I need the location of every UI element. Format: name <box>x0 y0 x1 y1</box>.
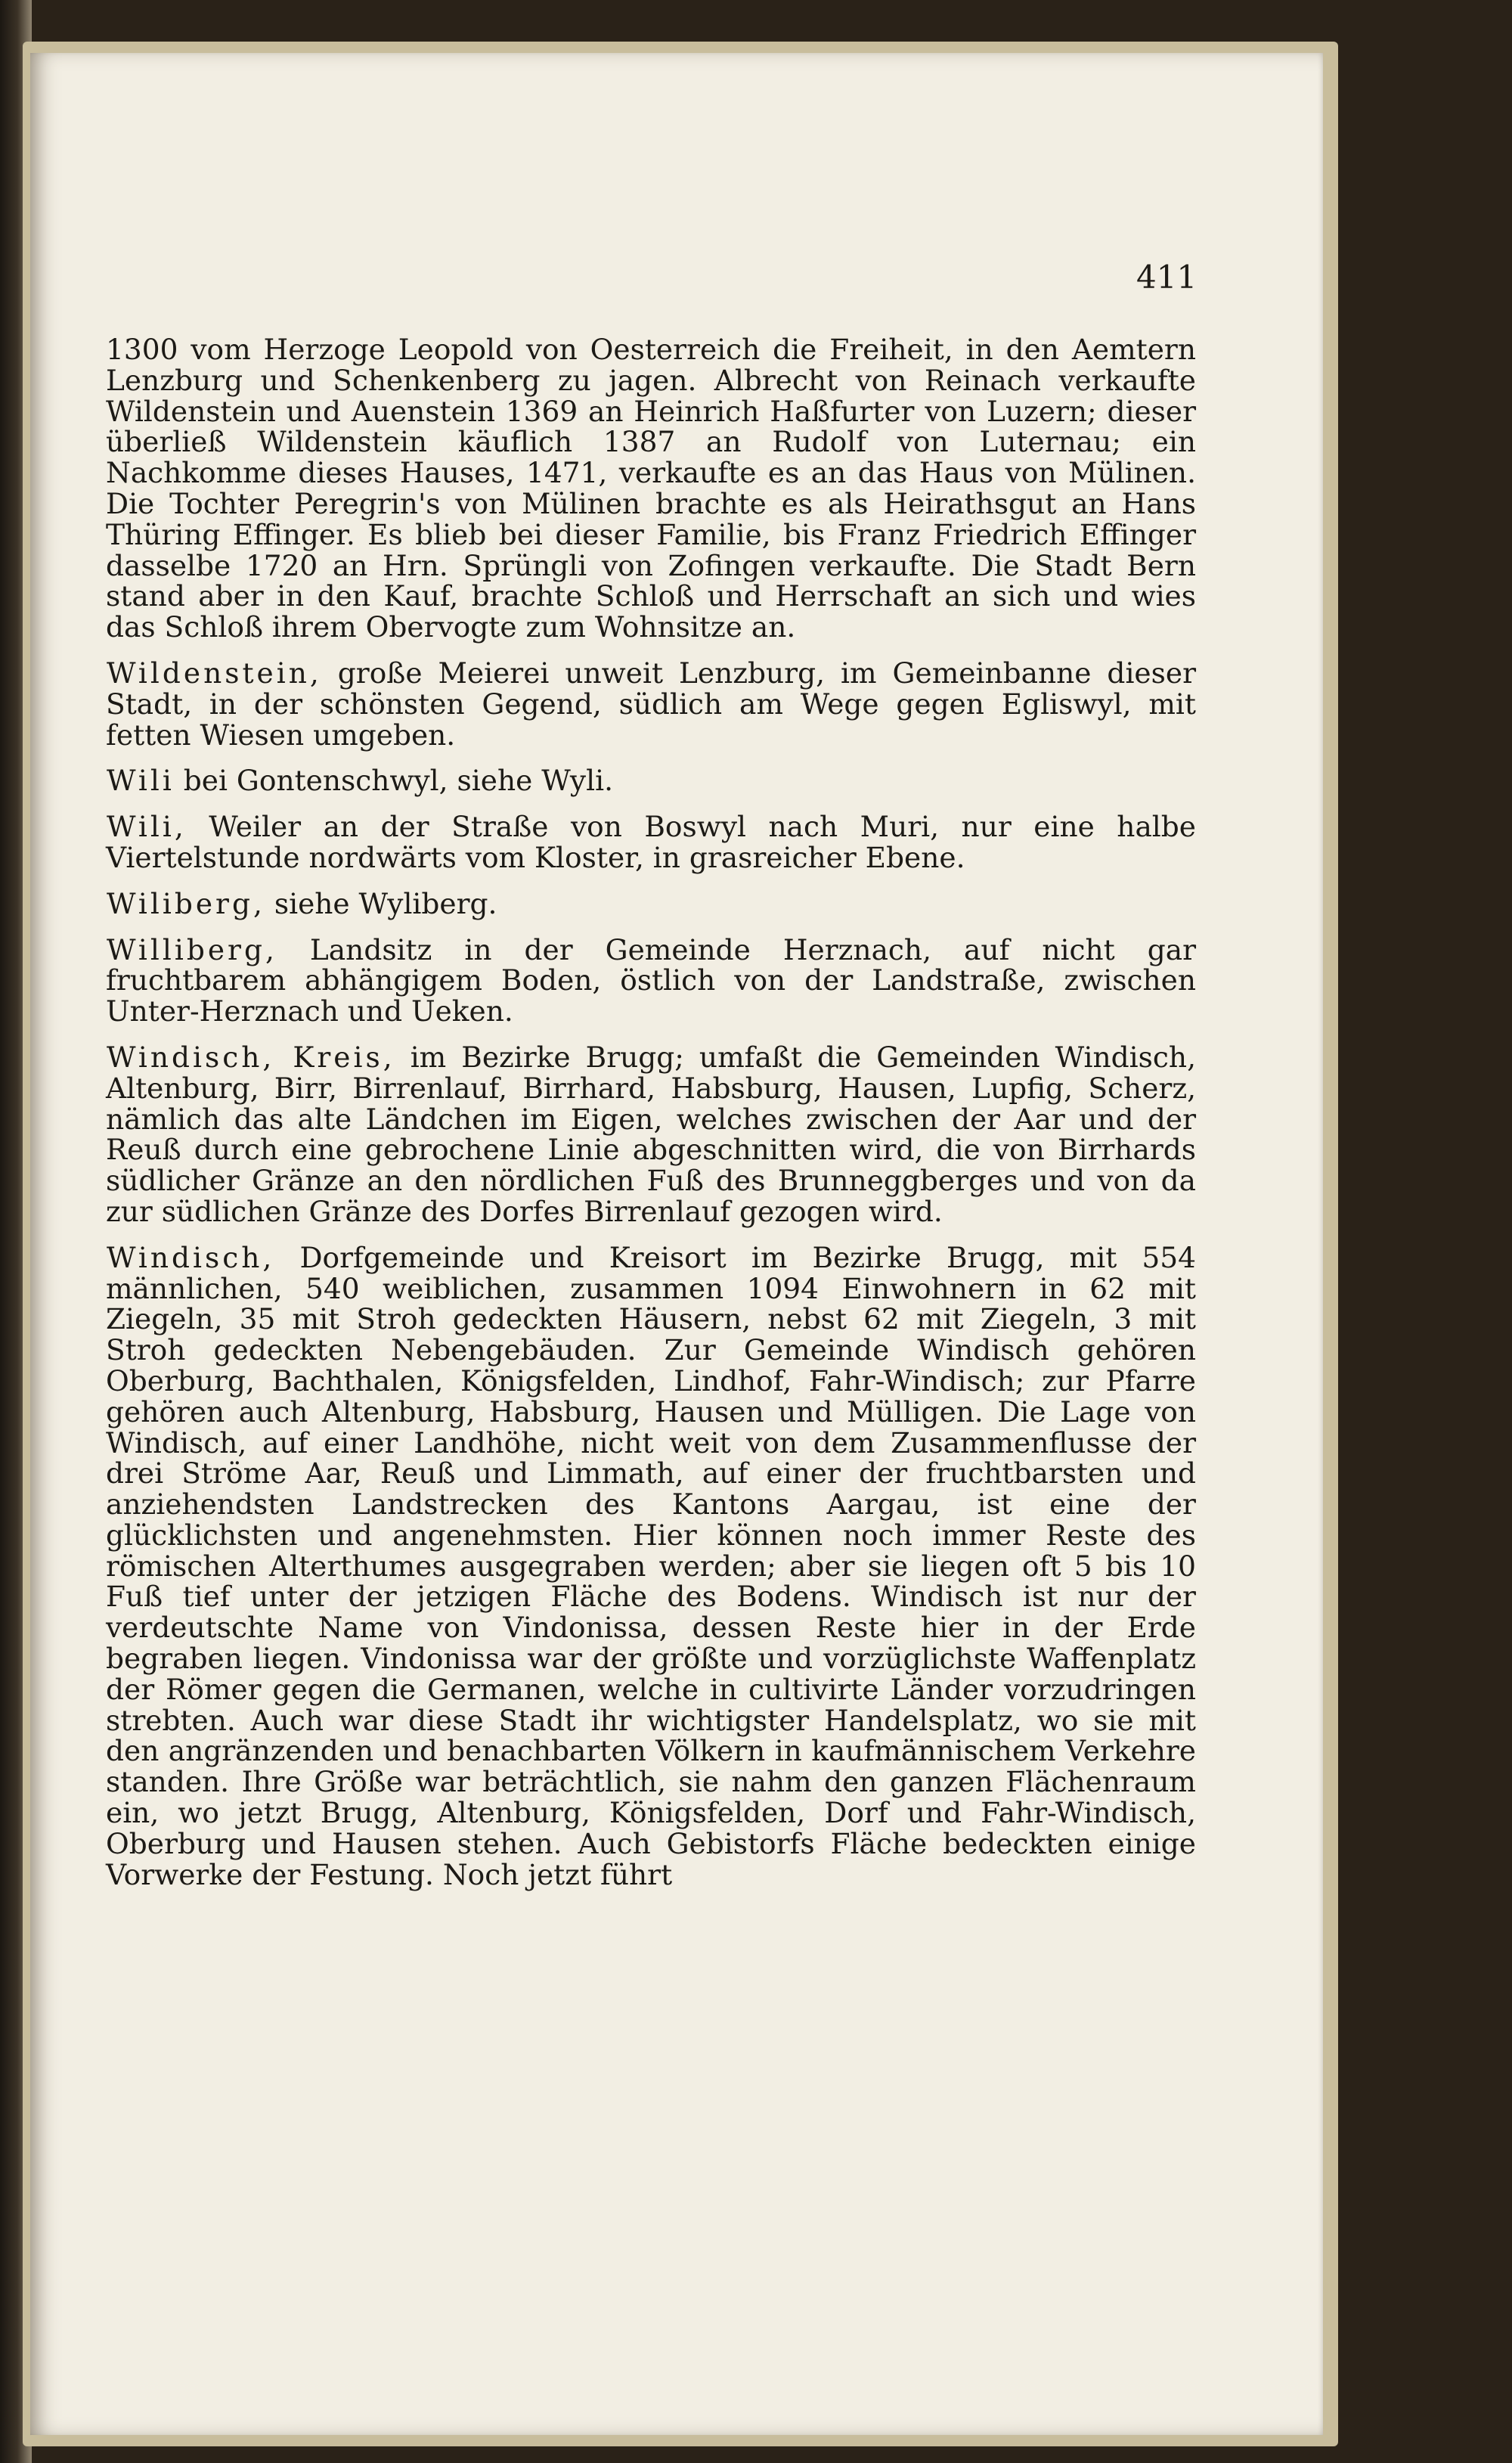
lemma: Windisch, Kreis, <box>107 1040 395 1074</box>
paragraph-text: im Bezirke Brugg; umfaßt die Gemeinden Windisch, Altenburg, Birr, Birrenlauf, Birrhard, Habsburg, Hausen, Lupfig, Scherz, nämlich das alte Ländchen im Eigen, welches zwischen der Aar und der Reuß durch eine gebrochene Linie abgeschnitten wird, die von Birrhards südlicher Gränze an den nördlichen Fuß des Brunneggberges und von da zur südlichen Gränze des Dorfes Birrenlauf gezogen wird. <box>106 1040 1196 1228</box>
lemma: Williberg, <box>107 932 277 966</box>
paragraph-text: Dorfgemeinde und Kreisort im Bezirke Brugg, mit 554 männlichen, 540 weiblichen, zusammen 1094 Einwohnern in 62 mit Ziegeln, 35 mit Stroh gedeckten Häusern, nebst 62 mit Ziegeln, 3 mit Stroh gedeckten Nebengebäuden. Zur Gemeinde Windisch gehören Oberburg, Bachthalen, Königsfelden, Lindhof, Fahr-Windisch; zur Pfarre gehören auch Altenburg, Habsburg, Hausen und Mülligen. Die Lage von Windisch, auf einer Landhöhe, nicht weit von dem Zusammenflusse der drei Ströme Aar, Reuß und Limmath, auf einer der fruchtbarsten und anziehendsten Landstrecken des Kantons Aargau, ist eine der glücklichsten und angenehmsten. Hier können noch immer Reste des römischen Alterthumes ausgegraben werden; aber sie liegen oft 5 bis 10 Fuß tief unter der jetzigen Fläche des Bodens. Windisch ist nur der verdeutschte Name von Vindonissa, dessen Reste hier in der Erde begraben liegen. Vindonissa war der größte und vorzüglichste Waffenplatz der Römer gegen die Germanen, welche in cultivirte Länder vorzudringen strebten. Auch war diese Stadt ihr wichtigster Handelsplatz, wo sie mit den angränzenden und benachbarten Völkern in kaufmännischem Verkehre standen. Ihre Größe war beträchtlich, sie nahm den ganzen Flächenraum ein, wo jetzt Brugg, Altenburg, Königsfelden, Dorf und Fahr-Windisch, Oberburg und Hausen stehen. Auch Gebistorfs Fläche bedeckten einige Vorwerke der Festung. Noch jetzt führt <box>106 1240 1196 1891</box>
lemma: Wili, <box>107 810 187 844</box>
paragraph-wildenstein <box>106 658 1196 750</box>
paragraph-text: große Meierei unweit Lenzburg, im Gemeinbanne dieser Stadt, in der schönsten Gegend, südlich am Wege gegen Egliswyl, mit fetten Wiesen umgeben. <box>106 656 1196 752</box>
paragraph-text: bei Gontenschwyl, siehe Wyli. <box>174 764 614 798</box>
paragraph-1 <box>106 334 1196 643</box>
lemma: Wili <box>107 764 175 798</box>
paragraph-windisch-dorf <box>106 1242 1196 1891</box>
lemma: Windisch, <box>107 1240 275 1274</box>
paragraph-text: Landsitz in der Gemeinde Herznach, auf nicht gar fruchtbarem abhängigem Boden, östlich von der Landstraße, zwischen Unter-Herznach und Ueken. <box>106 932 1196 1028</box>
page-text <box>106 334 1196 1905</box>
lemma: Wildenstein, <box>107 656 322 690</box>
paragraph-wili-1 <box>106 765 1196 796</box>
paragraph-williberg <box>106 932 1196 1028</box>
paragraph-text: 1300 vom Herzoge Leopold von Oesterreich die Freiheit, in den Aemtern Lenzburg und Schenkenberg zu jagen. Albrecht von Reinach verkaufte Wildenstein und Auenstein 1369 an Heinrich Haßfurter von Luzern; dieser überließ Wildenstein käuflich 1387 an Rudolf von Luternau; ein Nachkomme dieses Hauses, 1471, verkaufte es an das Haus von Mülinen. Die Tochter Peregrin's von Mülinen brachte es als Heirathsgut an Hans Thüring Effinger. Es blieb bei dieser Familie, bis Franz Friedrich Effinger dasselbe 1720 an Hrn. Sprüngli von Zofingen verkaufte. Die Stadt Bern stand aber in den Kauf, brachte Schloß und Herrschaft an sich und wies das Schloß ihrem Obervogte zum Wohnsitze an. <box>106 333 1196 644</box>
paragraph-windisch-kreis <box>106 1042 1196 1227</box>
paragraph-text: Weiler an der Straße von Boswyl nach Muri, nur eine halbe Viertelstunde nordwärts vom Kloster, in grasreicher Ebene. <box>106 810 1196 874</box>
paragraph-wiliberg <box>106 886 1196 920</box>
lemma: Wiliberg, <box>107 886 265 920</box>
paragraph-wili-2 <box>106 811 1196 873</box>
book-page <box>30 53 1323 2435</box>
page-number: 411 <box>1136 259 1198 296</box>
paragraph-text: siehe Wyliberg. <box>265 886 497 920</box>
